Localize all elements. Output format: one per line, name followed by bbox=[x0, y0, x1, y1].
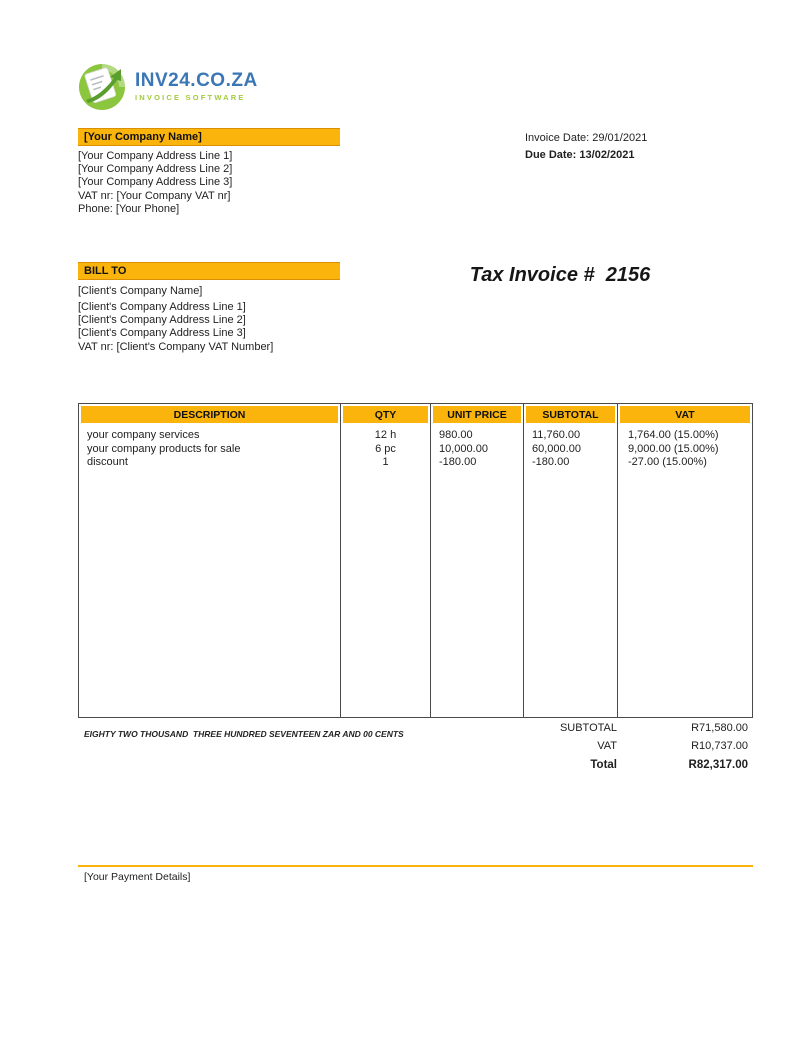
bill-to-block bbox=[78, 262, 340, 354]
due-date-line bbox=[525, 147, 647, 164]
inv24-logo-icon bbox=[76, 60, 128, 112]
vat-column bbox=[617, 425, 752, 717]
invoice-date-value: 29/01/2021 bbox=[592, 132, 648, 144]
column-header-unit-price bbox=[430, 404, 523, 425]
bill-to-heading-bar: BILL TO bbox=[78, 262, 340, 280]
subtotal-row bbox=[430, 719, 748, 737]
item-description: your company products for sale bbox=[87, 442, 241, 455]
invoice-date-line bbox=[525, 130, 647, 147]
totals-block bbox=[430, 719, 748, 775]
column-header-vat-label: VAT bbox=[620, 406, 750, 423]
column-header-qty-label: QTY bbox=[343, 406, 428, 423]
column-header-description-label: DESCRIPTION bbox=[81, 406, 338, 423]
description-column bbox=[79, 425, 340, 717]
vat-label: VAT bbox=[597, 740, 617, 752]
company-address-line-2: [Your Company Address Line 2] bbox=[78, 163, 233, 176]
invoice-date-label: Invoice Date: bbox=[525, 132, 590, 144]
subtotal-value: R71,580.00 bbox=[691, 722, 748, 734]
inv24-logo-text bbox=[135, 71, 258, 102]
item-vat: 1,764.00 (15.00%) bbox=[628, 429, 719, 441]
company-address bbox=[78, 150, 340, 216]
item-unit-price: 980.00 bbox=[439, 429, 473, 441]
item-qty: 6 pc bbox=[375, 442, 396, 455]
item-qty: 1 bbox=[382, 456, 389, 468]
item-unit-price: 10,000.00 bbox=[439, 442, 488, 455]
client-vat-line: VAT nr: [Client's Company VAT Number] bbox=[78, 340, 274, 353]
unit-price-column bbox=[430, 425, 523, 717]
qty-column bbox=[340, 425, 430, 717]
column-header-subtotal bbox=[523, 404, 617, 425]
company-block bbox=[78, 128, 340, 216]
invoice-title: Tax Invoice # 2156 bbox=[469, 264, 651, 286]
vat-row bbox=[430, 737, 748, 755]
invoice-dates bbox=[525, 130, 647, 163]
client-address-line-2: [Client's Company Address Line 2] bbox=[78, 314, 246, 327]
client-address-line-1: [Client's Company Address Line 1] bbox=[78, 301, 246, 313]
item-description: discount bbox=[87, 456, 128, 468]
inv24-logo bbox=[76, 60, 258, 112]
column-header-qty bbox=[340, 404, 430, 425]
item-vat: 9,000.00 (15.00%) bbox=[628, 442, 719, 455]
subtotal-column bbox=[523, 425, 617, 717]
vat-value: R10,737.00 bbox=[691, 740, 748, 752]
total-row bbox=[430, 755, 748, 775]
item-subtotal: 60,000.00 bbox=[532, 442, 581, 455]
column-header-vat bbox=[617, 404, 752, 425]
due-date-value: 13/02/2021 bbox=[579, 148, 635, 161]
total-value: R82,317.00 bbox=[688, 759, 748, 771]
company-name-bar: [Your Company Name] bbox=[78, 128, 340, 146]
item-subtotal: -180.00 bbox=[532, 456, 570, 468]
item-vat: -27.00 (15.00%) bbox=[628, 456, 707, 468]
inv24-logo-tagline: INVOICE SOFTWARE bbox=[135, 92, 246, 102]
company-address-line-1: [Your Company Address Line 1] bbox=[78, 150, 233, 162]
column-header-unit-price-label: UNIT PRICE bbox=[433, 406, 521, 423]
company-address-line-3: [Your Company Address Line 3] bbox=[78, 176, 233, 189]
client-address-line-3: [Client's Company Address Line 3] bbox=[78, 327, 246, 340]
item-description: your company services bbox=[87, 429, 200, 441]
subtotal-label: SUBTOTAL bbox=[559, 722, 617, 734]
inv24-logo-name: INV24.CO.ZA bbox=[135, 69, 258, 91]
item-unit-price: -180.00 bbox=[439, 456, 477, 468]
company-vat-line: VAT nr: [Your Company VAT nr] bbox=[78, 189, 231, 202]
amount-in-words: EIGHTY TWO THOUSAND THREE HUNDRED SEVENTEEN ZAR AND 00 CENTS bbox=[84, 729, 404, 739]
items-table bbox=[78, 403, 753, 718]
due-date-label: Due Date: bbox=[525, 148, 577, 161]
item-qty: 12 h bbox=[374, 429, 397, 441]
footer-divider bbox=[78, 865, 753, 867]
company-phone-line: Phone: [Your Phone] bbox=[78, 202, 180, 215]
client-address bbox=[78, 301, 340, 354]
payment-details: [Your Payment Details] bbox=[84, 871, 191, 883]
client-company-name: [Client's Company Name] bbox=[78, 285, 203, 297]
item-subtotal: 11,760.00 bbox=[532, 429, 581, 441]
column-header-description bbox=[79, 404, 340, 425]
total-label: Total bbox=[590, 759, 617, 771]
column-header-subtotal-label: SUBTOTAL bbox=[526, 406, 615, 423]
